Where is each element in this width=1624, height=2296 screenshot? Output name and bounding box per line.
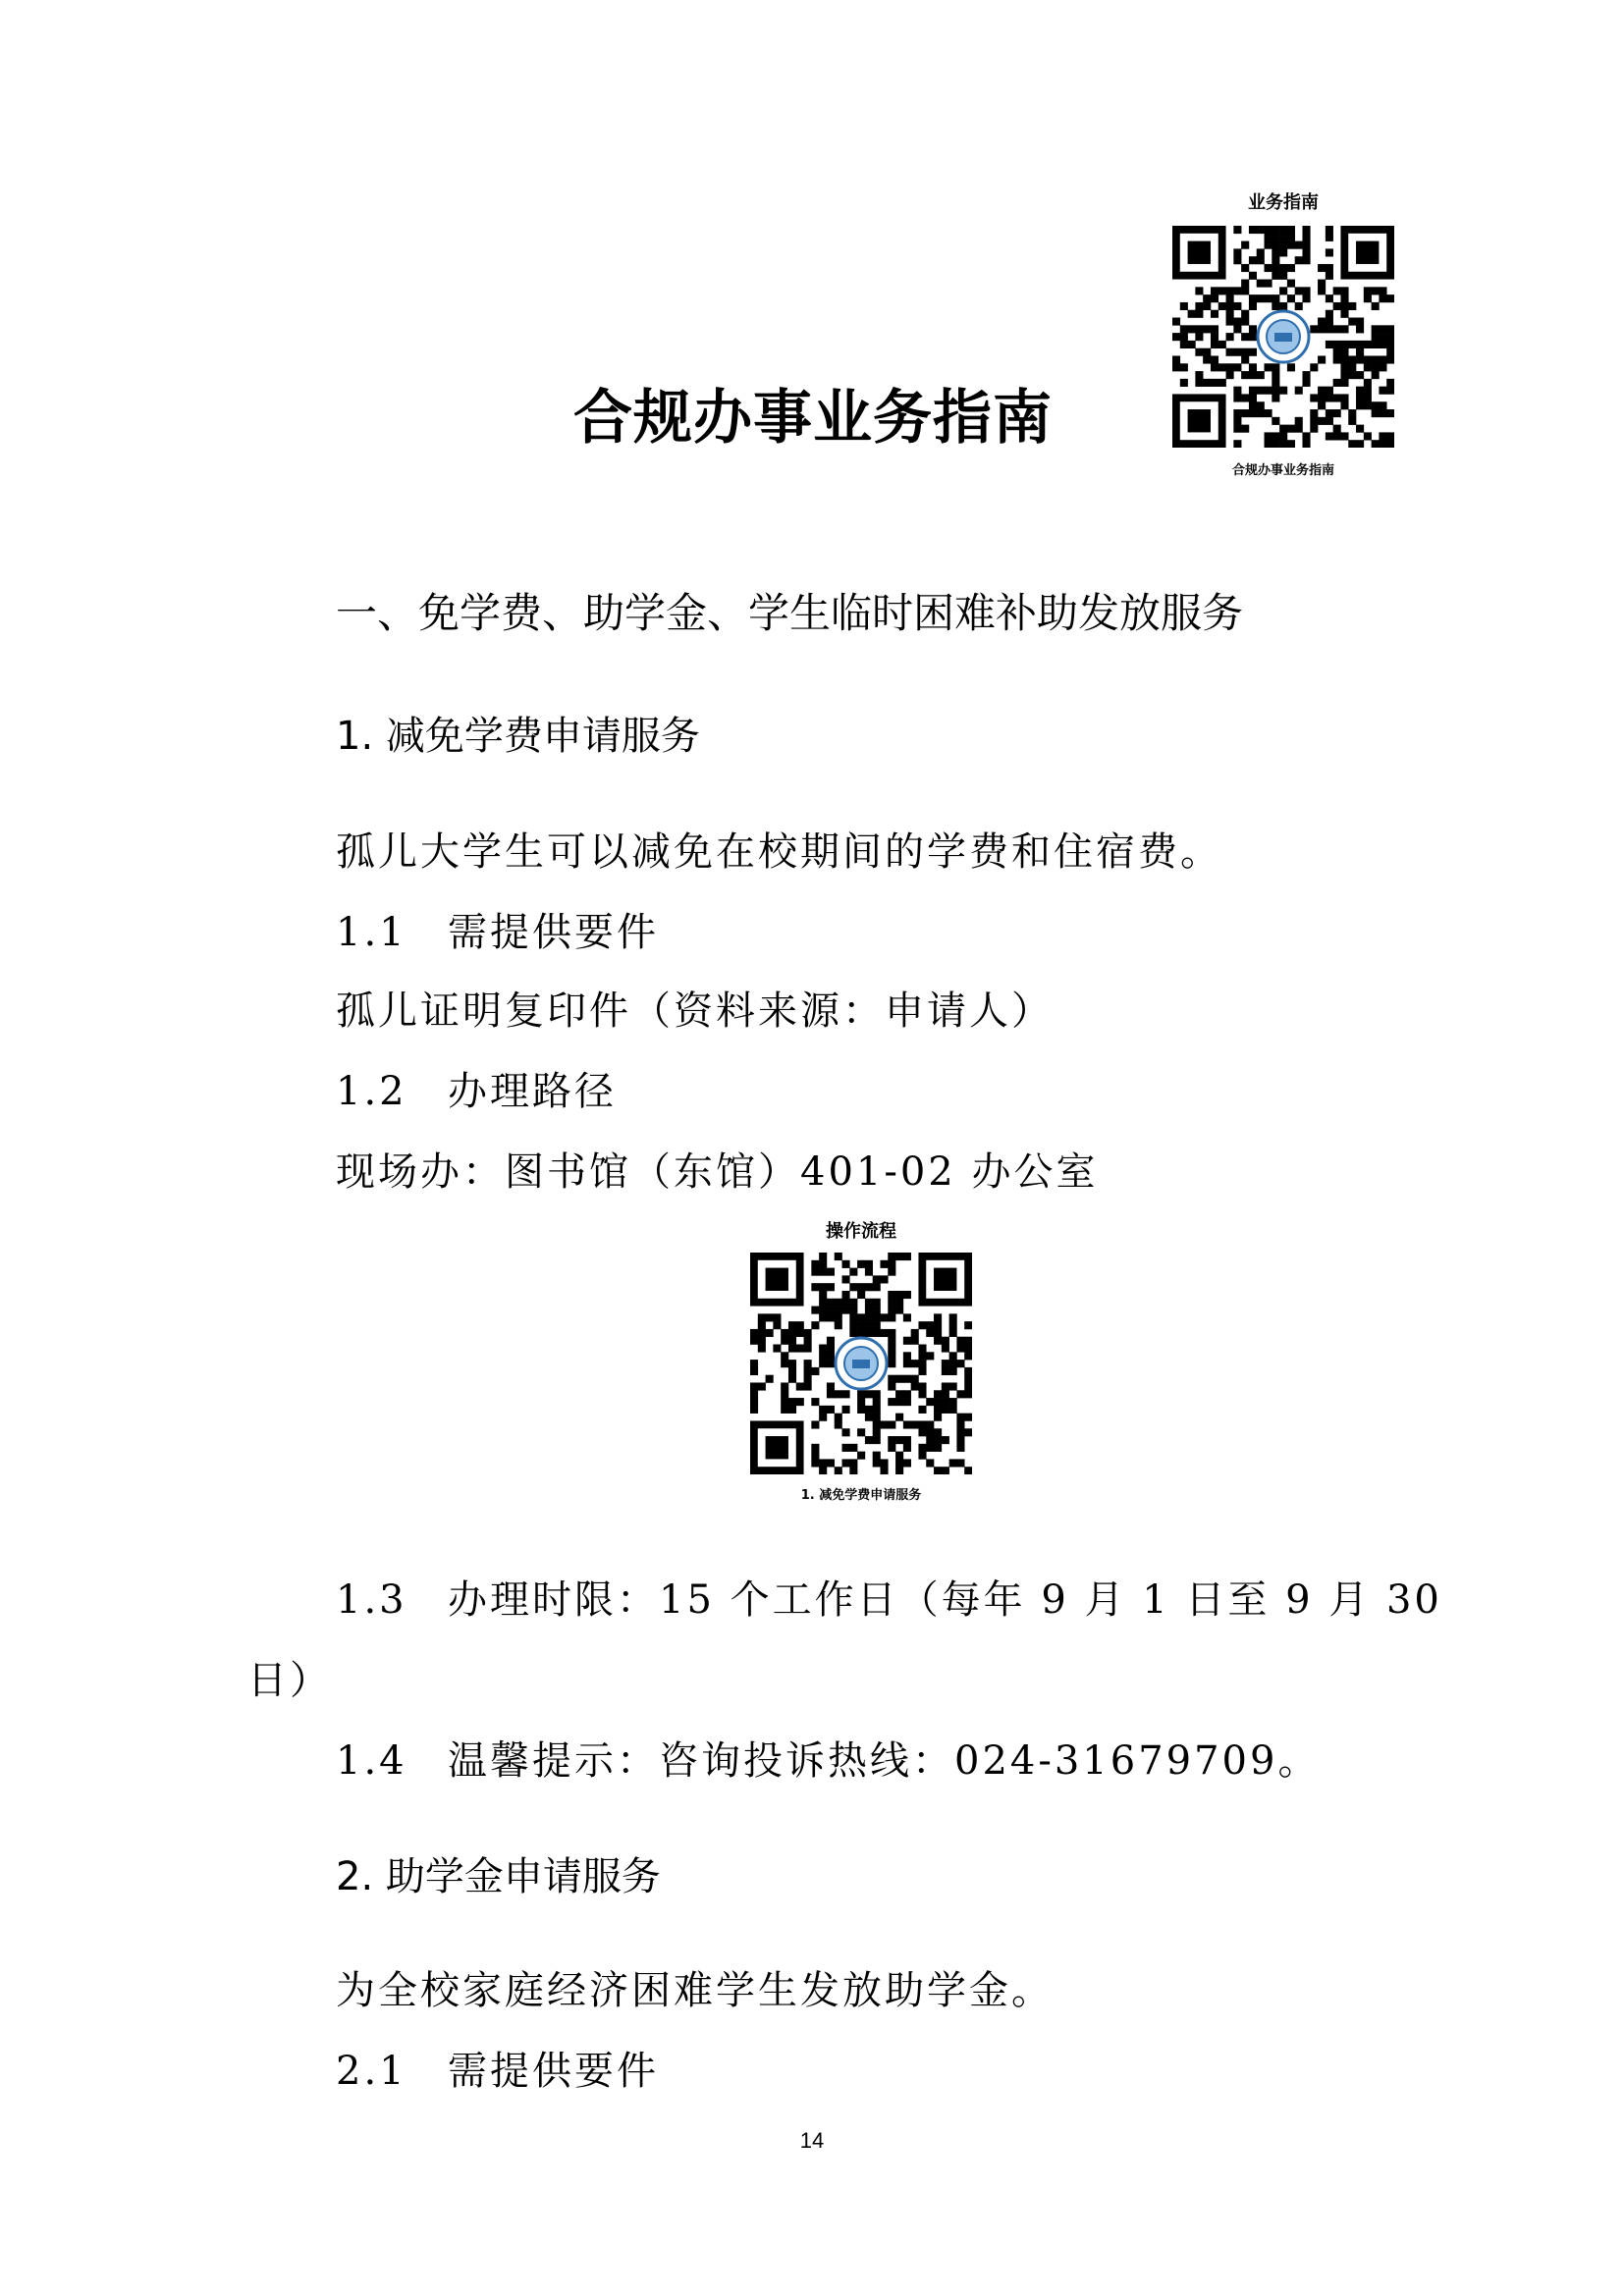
item-1-1-text: 孤儿证明复印件（资料来源：申请人） [336,988,1054,1034]
item-number: 2.1 [336,2049,407,2094]
item-number: 1.2 [336,1069,407,1114]
item-number: 1.1 [336,910,407,955]
item-label: 办理路径 [448,1069,617,1114]
item-number: 1.4 [336,1738,407,1784]
qr-caption-bottom: 1. 减免学费申请服务 [800,1488,922,1503]
item-1-3-continuation: 日） [247,1658,332,1703]
document-title: 合规办事业务指南 [573,384,1053,453]
qr-code-operation-flow[interactable] [738,1217,984,1503]
paragraph-intro-1: 孤儿大学生可以减免在校期间的学费和住宿费。 [336,829,1222,875]
item-1-4 [336,1730,1320,1786]
subsection-heading-1: 1. 减免学费申请服务 [336,714,700,759]
qr-caption-top: 操作流程 [826,1221,896,1242]
item-1-1 [336,901,659,957]
item-label: 需提供要件 [448,910,659,955]
section-heading: 一、免学费、助学金、学生临时困难补助发放服务 [336,589,1244,637]
subsection-heading-2: 2. 助学金申请服务 [336,1854,661,1899]
qr-caption-top: 业务指南 [1248,192,1319,213]
page-number: 14 [799,2128,825,2153]
item-label: 需提供要件 [448,2049,659,2094]
qr-caption-bottom: 合规办事业务指南 [1231,463,1334,478]
item-1-3 [336,1569,1442,1625]
item-1-2 [336,1060,617,1116]
item-1-2-text: 现场办：图书馆（东馆）401-02 办公室 [336,1149,1099,1195]
qr-code-image[interactable] [750,1253,972,1474]
qr-code-image[interactable] [1172,226,1394,448]
item-2-1 [336,2040,659,2096]
item-number: 1.3 [336,1577,407,1623]
item-text: 温馨提示：咨询投诉热线：024-31679709。 [448,1738,1321,1784]
paragraph-intro-2: 为全校家庭经济困难学生发放助学金。 [336,1968,1054,2013]
item-text: 办理时限：15 个工作日（每年 9 月 1 日至 9 月 30 [448,1577,1442,1623]
qr-code-business-guide[interactable] [1161,188,1406,478]
